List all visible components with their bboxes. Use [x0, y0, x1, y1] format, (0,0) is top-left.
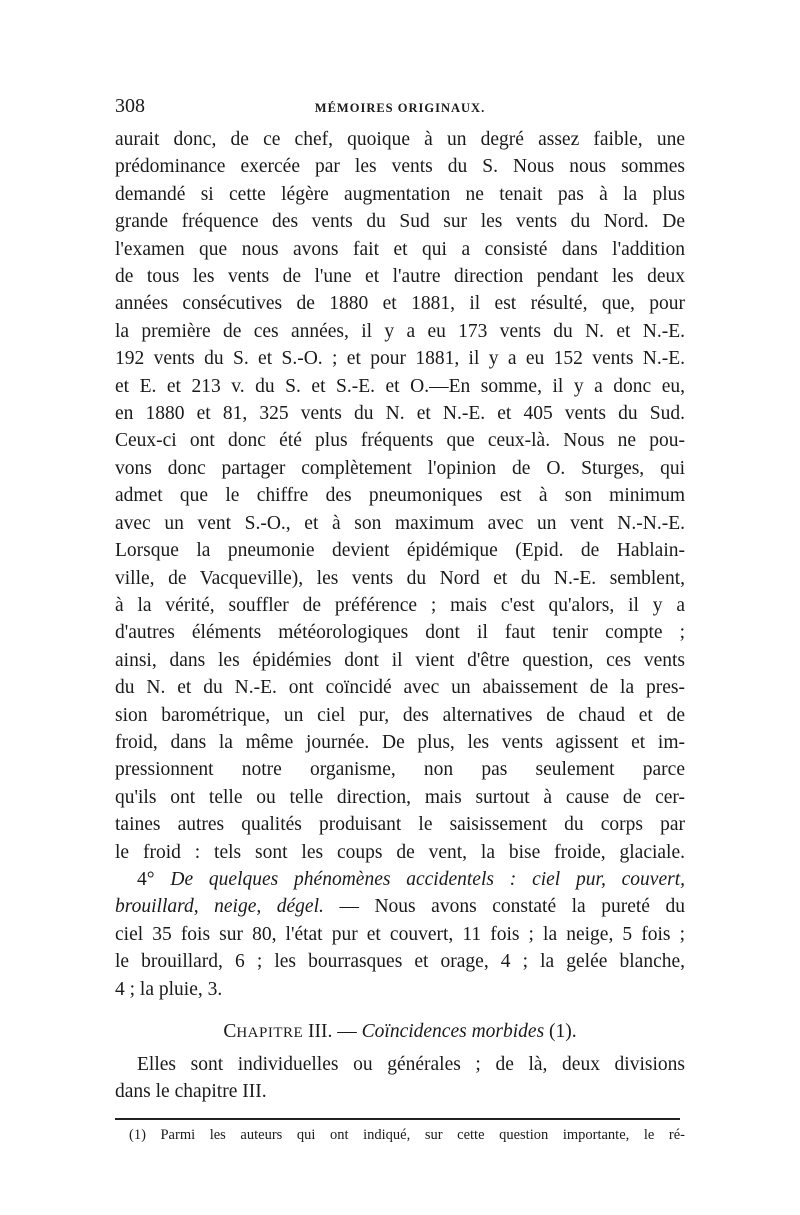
text-line: ainsi, dans les épidémies dont il vient d'être question, ces vents	[115, 649, 685, 671]
text-line: de tous les vents de l'une et l'autre direction pendant les deux	[115, 266, 685, 288]
text-line: vons donc partager complètement l'opinion de O. Sturges, qui	[115, 457, 685, 479]
text-line: pressionnent notre organisme, non pas seulement parce	[115, 759, 685, 781]
text-fragment: — Nous avons constaté la pureté du	[339, 896, 685, 918]
text-line: Ceux-ci ont donc été plus fréquents que ceux-là. Nous ne pou-	[115, 430, 685, 452]
text-line: Elles sont individuelles ou générales ; de là, deux divisions	[137, 1054, 685, 1075]
text-line: en 1880 et 81, 325 vents du N. et N.-E. et 405 vents du Sud.	[115, 403, 685, 425]
section-number: 4°	[137, 868, 155, 890]
text-line: et E. et 213 v. du S. et S.-E. et O.—En somme, il y a donc eu,	[115, 375, 685, 397]
text-line: la première de ces années, il y a eu 173 vents du N. et N.-E.	[115, 320, 685, 342]
page-header	[115, 95, 685, 123]
text-line: du N. et du N.-E. ont coïncidé avec un abaissement de la pres-	[115, 677, 685, 699]
chapter-numeral: III. —	[308, 1021, 357, 1042]
text-line: prédominance exercée par les vents du S. Nous nous sommes	[115, 156, 685, 178]
text-line	[115, 893, 685, 920]
chapter-heading	[115, 1017, 685, 1047]
text-line: l'examen que nous avons fait et qui a consisté dans l'addition	[115, 238, 685, 260]
footnote-divider	[115, 1118, 680, 1120]
page	[115, 95, 685, 1144]
text-line: à la vérité, souffler de préférence ; mais c'est qu'alors, il y a	[115, 594, 685, 616]
page-number: 308	[115, 95, 145, 117]
text-line: 192 vents du S. et S.-O. ; et pour 1881, il y a eu 152 vents N.-E.	[115, 348, 685, 370]
text-line: froid, dans la même journée. De plus, les vents agissent et im-	[115, 731, 685, 753]
chapter-title: Coïncidences morbides	[361, 1021, 545, 1042]
section-heading: De quelques phénomènes accidentels : ciel pur, couvert,	[170, 868, 685, 890]
text-line: demandé si cette légère augmentation ne tenait pas à la plus	[115, 183, 685, 205]
text-line: ciel 35 fois sur 80, l'état pur et couvert, 11 fois ; la neige, 5 fois ;	[115, 923, 685, 945]
chapter-label-rest: HAPITRE	[236, 1025, 304, 1041]
text-line: dans le chapitre III.	[115, 1081, 267, 1103]
text-line: sion barométrique, un ciel pur, des alternatives de chaud et de	[115, 704, 685, 726]
text-line: admet que le chiffre des pneumoniques est à son minimum	[115, 485, 685, 507]
text-line: années consécutives de 1880 et 1881, il est résulté, que, pour	[115, 293, 685, 315]
text-line: taines autres qualités produisant le saisissement du corps par	[115, 814, 685, 836]
text-line: 4 ; la pluie, 3.	[115, 978, 223, 1000]
text-line: ville, de Vacqueville), les vents du Nord et du N.-E. semblent,	[115, 567, 685, 589]
text-line: Lorsque la pneumonie devient épidémique (Epid. de Hablain-	[115, 540, 685, 562]
text-line: le brouillard, 6 ; les bourrasques et orage, 4 ; la gelée blanche,	[115, 951, 685, 973]
text-line: le froid : tels sont les coups de vent, la bise froide, glaciale.	[115, 841, 685, 863]
text-line	[115, 866, 685, 893]
text-line: grande fréquence des vents du Sud sur les vents du Nord. De	[115, 211, 685, 233]
text-line: d'autres éléments météorologiques dont il faut tenir compte ;	[115, 622, 685, 644]
footnote-reference: (1).	[549, 1021, 577, 1042]
running-title: MÉMOIRES ORIGINAUX.	[314, 101, 486, 115]
paragraph-winds	[115, 126, 685, 1003]
text-line: avec un vent S.-O., et à son maximum avec un vent N.-N.-E.	[115, 512, 685, 534]
paragraph-chapter-intro	[115, 1051, 685, 1106]
chapter-label-cap: C	[223, 1021, 237, 1042]
text-line: aurait donc, de ce chef, quoique à un degré assez faible, une	[115, 129, 685, 150]
section-heading-cont: brouillard, neige, dégel.	[115, 896, 324, 918]
footnote: (1) Parmi les auteurs qui ont indiqué, sur cette question importante, le ré-	[129, 1126, 685, 1143]
text-line: qu'ils ont telle ou telle direction, mais surtout à cause de cer-	[115, 786, 685, 808]
